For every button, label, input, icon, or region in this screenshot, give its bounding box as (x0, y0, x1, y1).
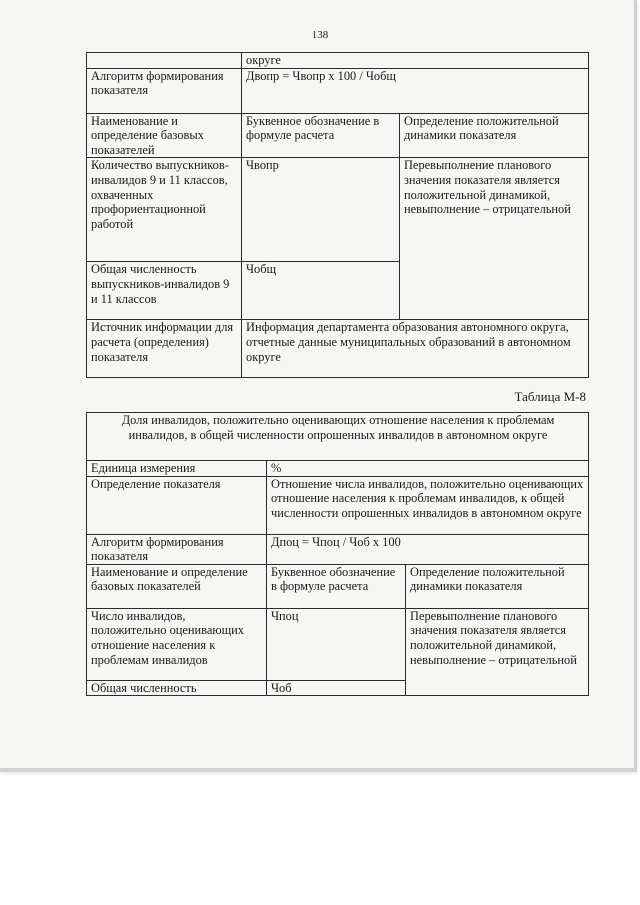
column-header: Буквенное обозначение в формуле расчета (267, 564, 406, 608)
page-number: 138 (311, 29, 329, 41)
column-header: Определение положительной динамики показателя (406, 564, 589, 608)
column-header: Наименование и определение базовых показателей (87, 564, 267, 608)
indicator-table-m8 (86, 412, 589, 696)
base-indicator-symbol: Чвопр (242, 158, 400, 262)
row-label: Алгоритм формирования показателя (87, 534, 267, 564)
table-title: Доля инвалидов, положительно оценивающих отношение населения к проблемам инвалидов, в общей численности опрошенных инвалидов в автономном округе (87, 413, 589, 461)
row-label: Определение показателя (87, 476, 267, 534)
row-value: % (267, 461, 589, 477)
base-indicator-name: Общая численность выпускников-инвалидов 9 и 11 классов (87, 262, 242, 320)
table-cell: округе (242, 53, 589, 69)
column-header: Определение положительной динамики показателя (400, 113, 589, 158)
formula: Двопр = Чвопр х 100 / Чобщ (242, 68, 589, 113)
base-indicator-name: Количество выпускников-инвалидов 9 и 11 классов, охваченных профориентационной работой (87, 158, 242, 262)
row-value: Информация департамента образования автономного округа, отчетные данные муниципальных образований в автономном округе (242, 320, 589, 378)
table-caption: Таблица М-8 (514, 389, 586, 404)
base-indicator-symbol: Чпоц (267, 608, 406, 680)
base-indicator-name: Число инвалидов, положительно оценивающих отношение населения к проблемам инвалидов (87, 608, 267, 680)
base-indicator-symbol: Чоб (267, 680, 406, 696)
positive-dynamics: Перевыполнение планового значения показателя является положительной динамикой, невыполнение – отрицательной (406, 608, 589, 696)
row-label: Алгоритм формирования показателя (87, 68, 242, 113)
column-header: Наименование и определение базовых показателей (87, 113, 242, 158)
row-label: Единица измерения (87, 461, 267, 477)
base-indicator-symbol: Чобщ (242, 262, 400, 320)
row-label: Источник информации для расчета (определения) показателя (87, 320, 242, 378)
column-header: Буквенное обозначение в формуле расчета (242, 113, 400, 158)
formula: Дпоц = Чпоц / Чоб х 100 (267, 534, 589, 564)
table-cell (87, 53, 242, 69)
row-value: Отношение числа инвалидов, положительно оценивающих отношение населения к проблемам инвалидов, к общей численности опрошенных инвалидов в автономном округе (267, 476, 589, 534)
indicator-table-continued (86, 52, 589, 378)
base-indicator-name: Общая численность (87, 680, 267, 696)
positive-dynamics: Перевыполнение планового значения показателя является положительной динамикой, невыполнение – отрицательной (400, 158, 589, 320)
